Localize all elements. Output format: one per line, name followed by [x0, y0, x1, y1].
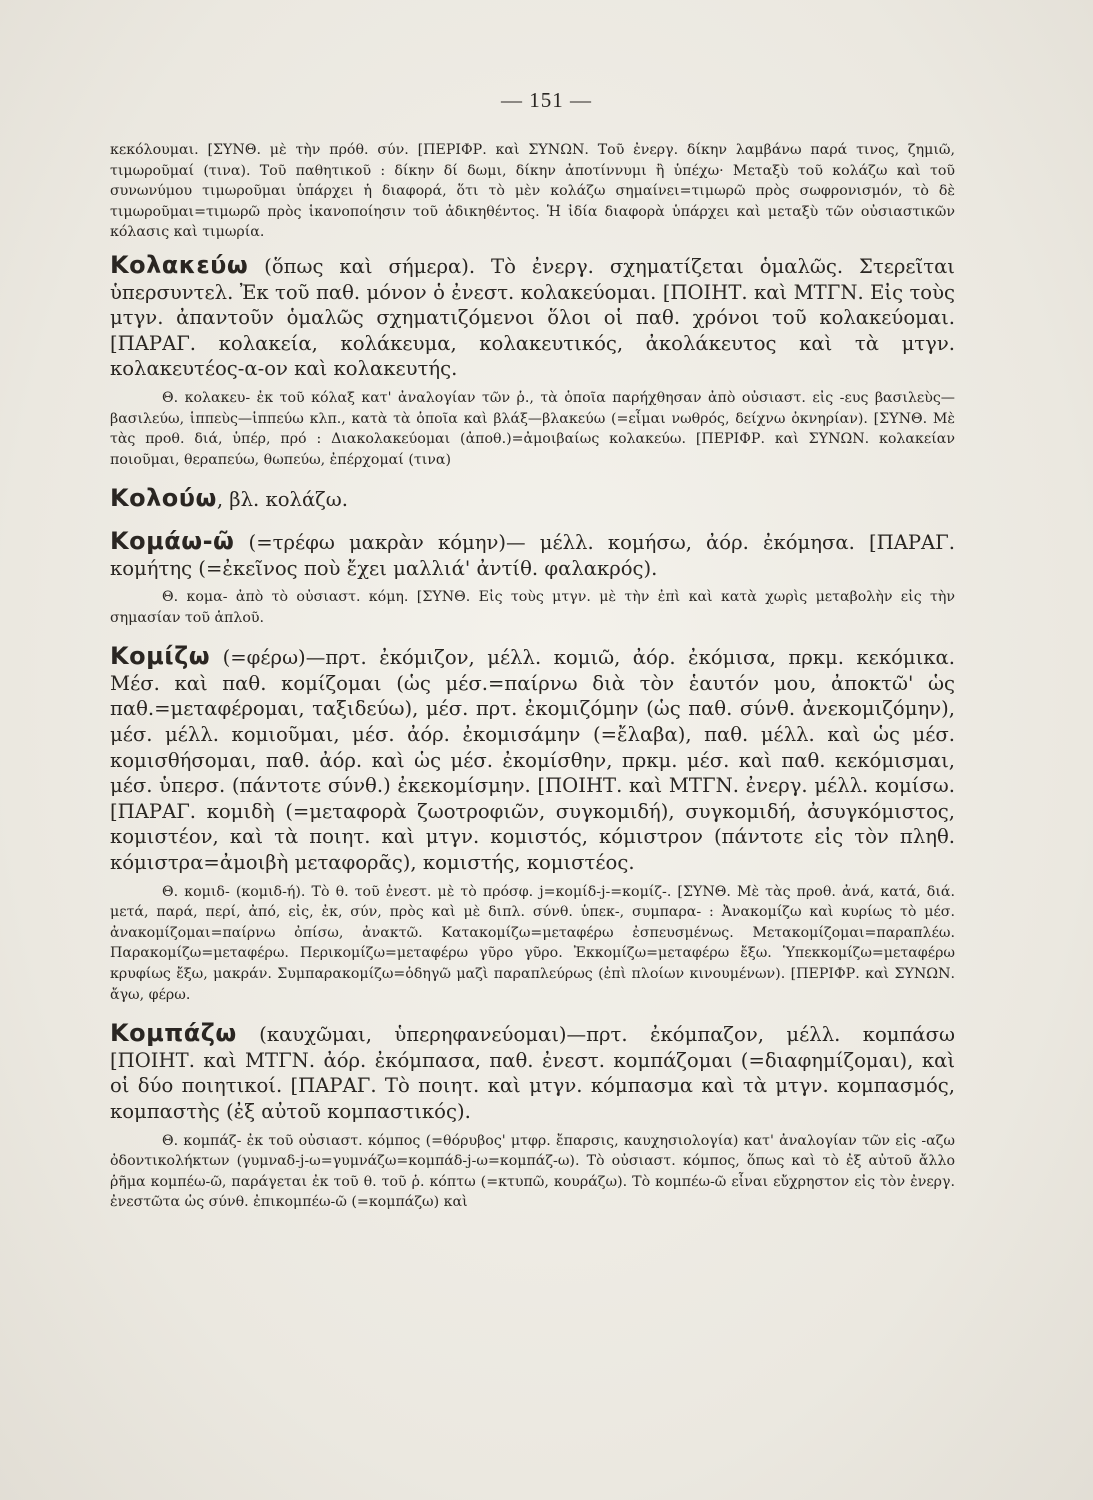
lemma-headword: Κομάω-ῶ: [110, 526, 235, 555]
lemma-headword: Κολακεύω: [110, 250, 249, 279]
theme-note-komao: Θ. κομα- ἀπὸ τὸ οὐσιαστ. κόμη. [ΣΥΝΘ. Εἰς τοὺς μτγν. μὲ τὴν ἐπὶ καὶ κατὰ χωρὶς μεταβολὴν εἰς τὴν σημασίαν τοῦ ἁπλοῦ.: [110, 589, 955, 626]
lemma-headword: Κομπάζω: [110, 1019, 237, 1048]
lemma-headword: Κολούω: [110, 484, 217, 513]
main-text: [110, 140, 955, 1213]
paragraph-kolazo-end: κεκόλουμαι. [ΣΥΝΘ. μὲ τὴν πρόθ. σύν. [ΠΕΡΙΦΡ. καὶ ΣΥΝΩΝ. Τοῦ ἐνεργ. δίκην λαμβάνω παρά τινος, ζημιῶ, τιμωροῦμαί (τινα). Τοῦ παθητικοῦ : δίκην δί δωμι, δίκην ἀποτίννυμι ἢ ὑπέχω· Μεταξὺ τοῦ κολάζω καὶ τοῦ συνωνύμου τιμωροῦμαι ὑπάρχει ἡ διαφορά, ὅτι τὸ μὲν κολάζω σημαίνει=τιμωρῶ πρὸς σωφρονισμόν, τὸ δὲ τιμωροῦμαι=τιμωρῶ πρὸς ἱκανοποίησιν τοῦ ἀδικηθέντος. Ἡ ἰδία διαφορὰ ὑπάρχει καὶ μεταξὺ τῶν οὐσιαστικῶν κόλασις καὶ τιμωρία.: [110, 142, 955, 241]
entry-kompazo: Κομπάζω (καυχῶμαι, ὑπερηφανεύομαι)—πρτ. ἐκόμπαζον, μέλλ. κομπάσω [ΠΟΙΗΤ. καὶ ΜΤΓΝ. ἀόρ. ἐκόμπασα, παθ. ἐνεστ. κομπάζομαι (=διαφημίζομαι), καὶ οἱ δύο ποιητικοί. [ΠΑΡΑΓ. Τὸ ποιητ. καὶ μτγν. κόμπασμα καὶ τὰ μτγν. κομπασμός, κομπαστὴς (ἐξ αὐτοῦ κομπαστικός).: [110, 1019, 955, 1123]
entry-komao: Κομάω-ῶ (=τρέφω μακρὰν κόμην)— μέλλ. κομήσω, ἀόρ. ἐκόμησα. [ΠΑΡΑΓ. κομήτης (=ἐκεῖνος ποὺ ἔχει μαλλιά' ἀντίθ. φαλακρός).: [110, 526, 955, 580]
entry-komizo: Κομίζω (=φέρω)—πρτ. ἐκόμιζον, μέλλ. κομιῶ, ἀόρ. ἐκόμισα, πρκμ. κεκόμικα. Μέσ. καὶ παθ. κομίζομαι (ὡς μέσ.=παίρνω διὰ τὸν ἑαυτόν μου, ἀποκτῶ' ὡς παθ.=μεταφέρομαι, ταξιδεύω), μέσ. πρτ. ἐκομιζόμην (ὡς παθ. σύνθ. ἀνεκομιζόμην), μέσ. μέλλ. κομιοῦμαι, μέσ. ἀόρ. ἐκομισάμην (=ἔλαβα), παθ. μέλλ. καὶ ὡς μέσ. κομισθήσομαι, παθ. ἀόρ. καὶ ὡς μέσ. ἐκομίσθην, πρκμ. μέσ. καὶ παθ. κεκόμισμαι, μέσ. ὑπερσ. (πάντοτε σύνθ.) ἐκεκομίσμην. [ΠΟΙΗΤ. καὶ ΜΤΓΝ. ἐνεργ. μέλλ. κομίσω. [ΠΑΡΑΓ. κομιδὴ (=μεταφορὰ ζωοτροφιῶν, συγκομιδή), συγκομιδή, ἀσυγκόμιστος, κομιστέον, καὶ τὰ ποιητ. καὶ μτγν. κομιστός, κόμιστρον (πάντοτε εἰς τὸν πληθ. κόμιστρα=ἀμοιβὴ μεταφορᾶς), κομιστής, κομιστέος.: [110, 642, 955, 875]
lemma-headword: Κομίζω: [110, 642, 211, 671]
page-number: — 151 —: [501, 88, 592, 112]
entry-kolouo: Κολούω, βλ. κολάζω.: [110, 484, 349, 513]
theme-note-kolakeuo: Θ. κολακευ- ἐκ τοῦ κόλαξ κατ' ἀναλογίαν τῶν ῥ., τὰ ὁποῖα παρήχθησαν ἀπὸ οὐσιαστ. εἰς -ευς βασιλεὺς—βασιλεύω, ἱππεὺς—ἱππεύω κλπ., κατὰ τὰ ὁποῖα καὶ βλάξ—βλακεύω (=εἶμαι νωθρός, δείχνω ὀκνηρίαν). [ΣΥΝΘ. Μὲ τὰς προθ. διά, ὑπέρ, πρό : Διακολακεύομαι (ἀποθ.)=ἀμοιβαίως κολακεύω. [ΠΕΡΙΦΡ. καὶ ΣΥΝΩΝ. κολακείαν ποιοῦμαι, θεραπεύω, θωπεύω, ἐπέρχομαί (τινα): [110, 389, 955, 468]
theme-note-komizo: Θ. κομιδ- (κομιδ-ή). Τὸ θ. τοῦ ἐνεστ. μὲ τὸ πρόσφ. j=κομίδ-j-=κομίζ-. [ΣΥΝΘ. Μὲ τὰς προθ. ἀνά, κατά, διά. μετά, παρά, περί, ἀπό, εἰς, ἐκ, σύν, πρὸς καὶ μὲ διπλ. σύνθ. ὑπεκ-, συμπαρα- : Ἀνακομίζω καὶ κυρίως τὸ μέσ. ἀνακομίζομαι=παίρνω ὀπίσω, ἀνακτῶ. Κατακομίζω=μεταφέρω ἐσπευσμένως. Μετακομίζομαι=παραπλέω. Παρακομίζω=μεταφέρω. Περικομίζω=μεταφέρω γῦρο γῦρο. Ἐκκομίζω=μεταφέρω ἔξω. Ὑπεκκομίζω=μεταφέρω κρυφίως ἔξω, μακράν. Συμπαρακομίζω=ὁδηγῶ μαζὶ παραπλεύρως (ἐπὶ πλοίων κινουμένων). [ΠΕΡΙΦΡ. καὶ ΣΥΝΩΝ. ἄγω, φέρω.: [110, 883, 955, 1003]
theme-note-kompazo: Θ. κομπάζ- ἐκ τοῦ οὐσιαστ. κόμπος (=θόρυβος' μτφρ. ἔπαρσις, καυχησιολογία) κατ' ἀναλογίαν τῶν εἰς -αζω ὀδοντικολήκτων (γυμναδ-j-ω=γυμνάζω=κομπάδ-j-ω=κομπάζ-ω). Τὸ οὐσιαστ. κόμπος, ὅπως καὶ τὸ ἐξ αὐτοῦ ἄλλο ῥῆμα κομπέω-ῶ, παράγεται ἐκ τοῦ θ. τοῦ ῥ. κόπτω (=κτυπῶ, κουράζω). Τὸ κομπέω-ῶ εἶναι εὔχρηστον εἰς τὸν ἐνεργ. ἐνεστῶτα ὡς σύνθ. ἐπικομπέω-ῶ (=κομπάζω) καὶ: [110, 1132, 955, 1211]
entry-kolakeuo: Κολακεύω (ὅπως καὶ σήμερα). Τὸ ἐνεργ. σχηματίζεται ὁμαλῶς. Στερεῖται ὑπερσυντελ. Ἐκ τοῦ παθ. μόνον ὁ ἐνεστ. κολακεύομαι. [ΠΟΙΗΤ. καὶ ΜΤΓΝ. Εἰς τοὺς μτγν. ἀπαντοῦν ὁμαλῶς σχηματιζόμενοι ὅλοι οἱ παθ. χρόνοι τοῦ κολακεύομαι. [ΠΑΡΑΓ. κολακεία, κολάκευμα, κολακευτικός, ἀκολάκευτος καὶ τὰ μτγν. κολακευτέος-α-ον καὶ κολακευτής.: [110, 250, 955, 381]
